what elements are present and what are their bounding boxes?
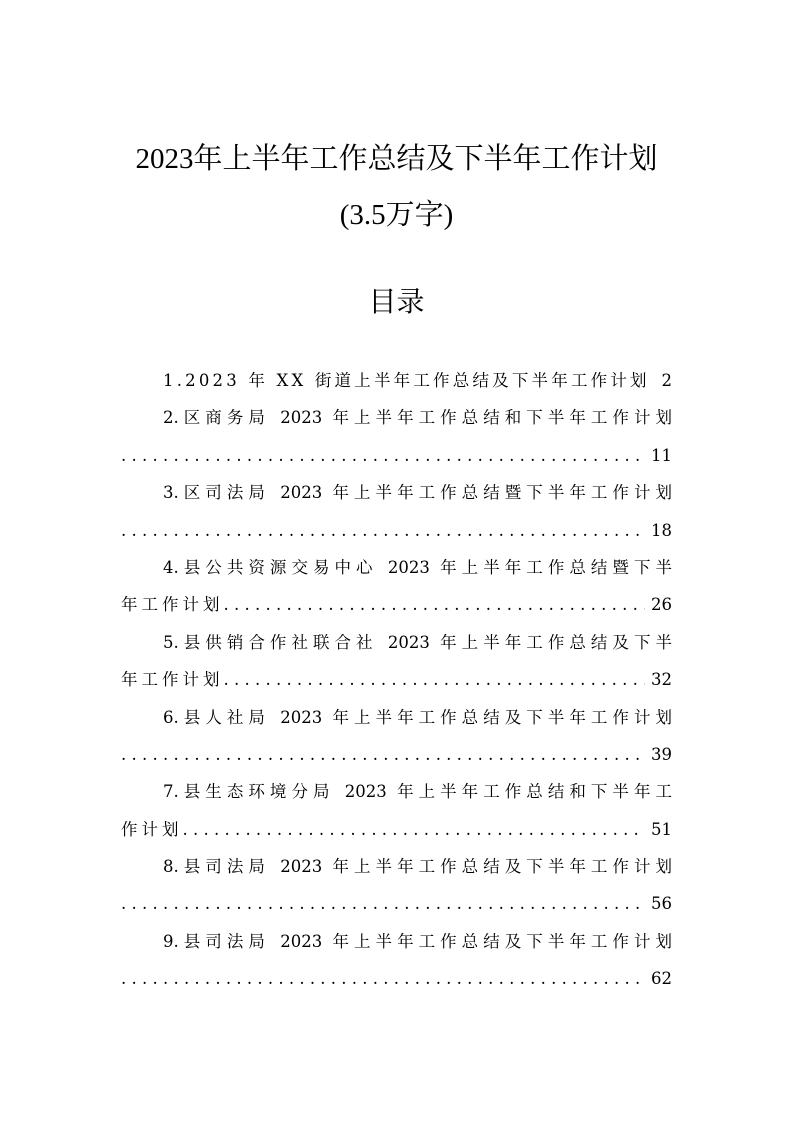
toc-leader-dots xyxy=(121,885,645,922)
toc-page-number: 39 xyxy=(651,744,672,764)
toc-leader-dots xyxy=(224,586,646,623)
toc-entry-title-cont: 作计划 xyxy=(121,819,183,839)
toc-leader-dots xyxy=(121,437,645,474)
toc-entry-title: 6.县人社局 2023 年上半年工作总结及下半年工作计划 xyxy=(163,707,672,727)
toc-entry-3[interactable] xyxy=(121,474,672,549)
table-of-contents xyxy=(121,362,672,998)
toc-leader-dots xyxy=(224,661,646,698)
toc-entry-5[interactable] xyxy=(121,624,672,699)
toc-entry-8[interactable] xyxy=(121,848,672,923)
toc-page-number: 2 xyxy=(661,371,672,390)
toc-heading: 目录 xyxy=(368,287,425,318)
toc-entry-leader-line xyxy=(121,437,672,474)
toc-page-number: 32 xyxy=(651,670,672,690)
toc-page-number: 26 xyxy=(651,595,672,615)
toc-entry-title: 1.2023 年 XX 街道上半年工作总结及下半年工作计划 xyxy=(163,371,650,390)
toc-entry-title: 2.区商务局 2023 年上半年工作总结和下半年工作计划 xyxy=(163,408,672,428)
toc-entry-leader-line xyxy=(121,811,672,848)
toc-entry-leader-line xyxy=(121,661,672,698)
toc-entry-leader-line xyxy=(121,736,672,773)
toc-page-number: 11 xyxy=(651,445,672,465)
toc-entry-6[interactable] xyxy=(121,699,672,774)
toc-entry-leader-line xyxy=(121,960,672,997)
toc-page-number: 18 xyxy=(651,520,672,540)
toc-entry-2[interactable] xyxy=(121,399,672,474)
toc-entry-4[interactable] xyxy=(121,549,672,624)
document-title: 2023年上半年工作总结及下半年工作计划 xyxy=(135,143,658,175)
toc-entry-title: 8.县司法局 2023 年上半年工作总结及下半年工作计划 xyxy=(163,857,672,877)
toc-page-number: 56 xyxy=(651,894,672,914)
toc-entry-title-cont: 年工作计划 xyxy=(121,595,224,615)
toc-page-number: 62 xyxy=(651,969,672,989)
document-subtitle: (3.5万字) xyxy=(339,199,454,231)
toc-entry-1[interactable] xyxy=(121,362,672,399)
toc-page-number: 51 xyxy=(651,819,672,839)
toc-leader-dots xyxy=(121,960,645,997)
toc-entry-title: 4.县公共资源交易中心 2023 年上半年工作总结暨下半 xyxy=(163,557,672,577)
toc-entry-7[interactable] xyxy=(121,773,672,848)
toc-entry-title: 5.县供销合作社联合社 2023 年上半年工作总结及下半 xyxy=(163,632,672,652)
toc-entry-title: 3.区司法局 2023 年上半年工作总结暨下半年工作计划 xyxy=(163,483,672,503)
toc-leader-dots xyxy=(121,512,645,549)
toc-entry-leader-line xyxy=(121,512,672,549)
toc-entry-leader-line xyxy=(121,885,672,922)
toc-leader-dots xyxy=(121,736,645,773)
toc-leader-dots xyxy=(183,811,646,848)
toc-entry-9[interactable] xyxy=(121,923,672,998)
toc-entry-title: 9.县司法局 2023 年上半年工作总结及下半年工作计划 xyxy=(163,931,672,951)
toc-entry-title: 7.县生态环境分局 2023 年上半年工作总结和下半年工 xyxy=(163,782,672,802)
toc-entry-title-cont: 年工作计划 xyxy=(121,670,224,690)
toc-entry-leader-line xyxy=(121,586,672,623)
